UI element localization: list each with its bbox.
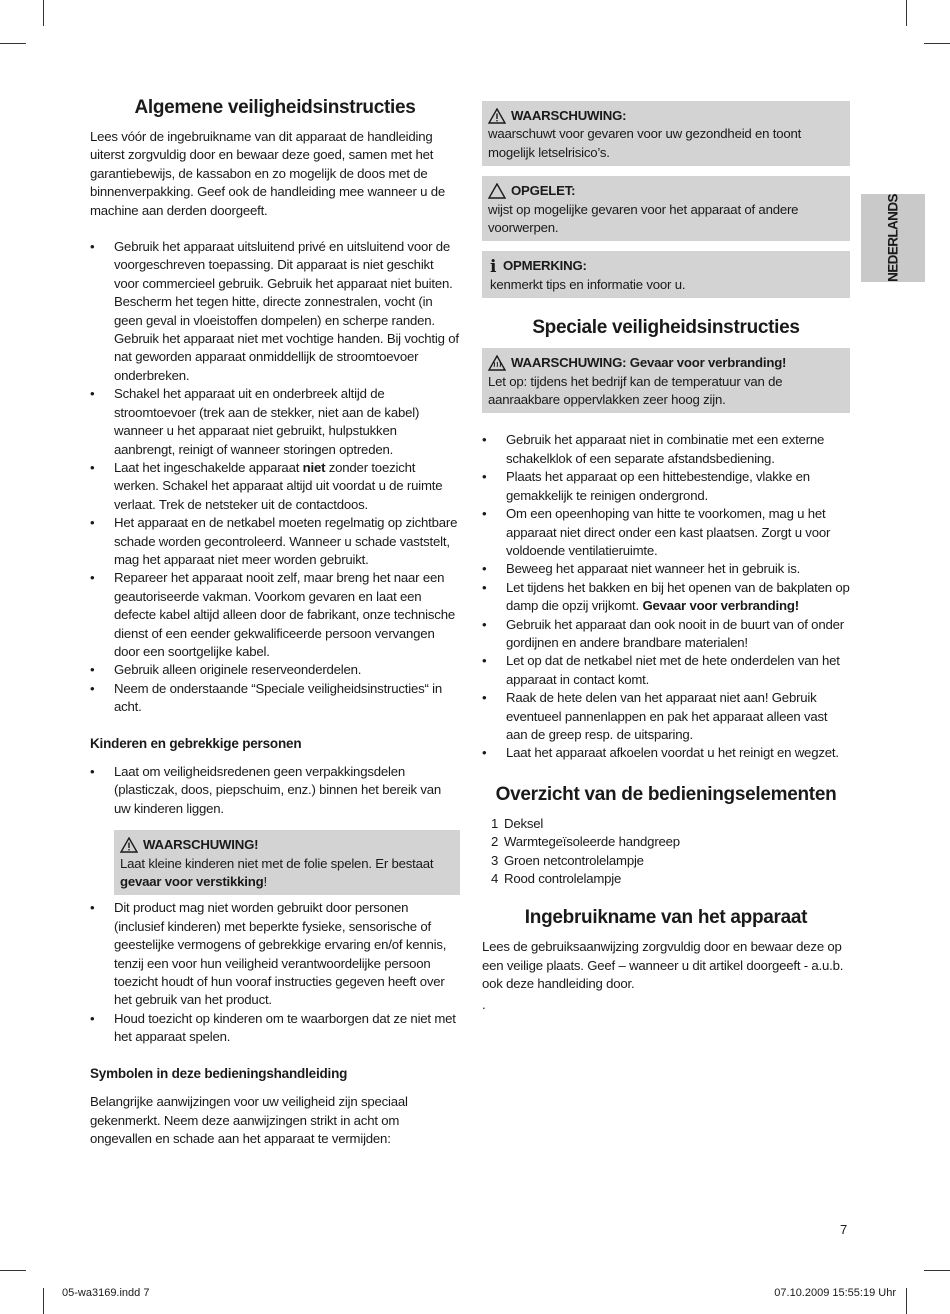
list-item: • Om een opeenhoping van hitte te voorkomen, mag u het apparaat niet direct onder een kast plaatsen. Zorgt u voor voldoende ventilatieruimte. [482,505,850,560]
intro-paragraph: Lees vóór de ingebruikname van dit apparaat de handleiding uiterst zorgvuldig door en bewaar deze goed, samen met het garantiebewijs, de kassabon en zo mogelijk de doos met de binnenverpakking. Geef ook de handleiding mee wanneer u de machine aan derden doorgeeft. [90,129,445,218]
info-icon: i [490,256,497,277]
list-item: • Gebruik het apparaat uitsluitend privé en uitsluitend voor de voorgeschreven toepassing. Dit apparaat is niet geschikt voor commercieel gebruik. Gebruik het apparaat niet buiten. Bescherm het tegen hitte, directe zonnestralen, vocht (in geen geval in vloeistoffen dompelen) en scherpe randen. Gebruik het apparaat niet met vochtige handen. Bij vochtig of nat geworden apparaat onmiddellijk de stroomtoevoer onderbreken. [90,238,460,385]
footer-timestamp: 07.10.2009 15:55:19 Uhr [774,1287,896,1299]
list-item: 2 Warmtegeïsoleerde handgreep [491,834,680,850]
crop-mark [0,1270,26,1271]
warning-text: Let op: tijdens het bedrijf kan de temperatuur van de aanraakbare oppervlakken zeer hoog zijn. [488,373,783,408]
warning-triangle-icon [120,837,138,853]
crop-mark [924,43,950,44]
list-item: • Houd toezicht op kinderen om te waarborgen dat ze niet met het apparaat spelen. [90,1010,460,1047]
list-item: • Neem de onderstaande “Speciale veiligheidsinstructies“ in acht. [90,680,460,717]
caution-triangle-icon [488,183,506,199]
special-safety-title: Speciale veiligheidsinstructies [532,317,800,339]
list-item: 4 Rood controlelampje [491,871,622,886]
symbol-warning-box [482,101,850,166]
list-item: • Dit product mag niet worden gebruikt door personen (inclusief kinderen) met beperkte fysieke, sensorische of geestelijke vermogens of gebrekkige ervaring en/of kennis, tenzij een voor hun veiligheid verantwoordelijke persoon toezicht houdt of hun vooraf instructies gegeven heeft over het gebruik van het product. [90,899,460,1009]
list-item: • Gebruik alleen originele reserveonderdelen. [90,661,460,679]
left-column [90,96,460,1148]
warning-text: waarschuwt voor gevaren voor uw gezondheid en toont mogelijk letselrisico’s. [488,126,802,160]
crop-mark [43,1288,44,1314]
list-item: • Let op dat de netkabel niet met de hete onderdelen van het apparaat in contact komt. [482,652,850,689]
list-item: • Gebruik het apparaat dan ook nooit in de buurt van of onder gordijnen en andere brandbare materialen! [482,616,850,653]
list-item: • Gebruik het apparaat niet in combinatie met een externe schakelklok of een separate afstandsbediening. [482,431,850,468]
general-safety-title: Algemene veiligheidsinstructies [134,97,416,118]
list-item: • Repareer het apparaat nooit zelf, maar breng het naar een geautoriseerde vakman. Voorkom gevaren en laat een defecte kabel altijd alleen door de fabrikant, onze technische dienst of een eender gekwalificeerde persoon vervangen door een soortgelijke kabel. [90,569,460,661]
crop-mark [906,0,907,26]
list-item: 1 Deksel [491,815,544,831]
language-tab [861,194,925,282]
list-item: • Raak de hete delen van het apparaat niet aan! Gebruik eventueel pannenlappen en pak het apparaat alleen vast aan de greep resp. de uitsparing. [482,689,850,744]
list-item: • Het apparaat en de netkabel moeten regelmatig op zichtbare schade worden gecontroleerd. Wanneer u schade vaststelt, mag het apparaat niet meer worden gebruikt. [90,514,460,569]
crop-mark [43,0,44,26]
crop-mark [906,1288,907,1314]
symbols-heading: Symbolen in deze bedieningshandleiding [90,1065,348,1081]
list-item: • Schakel het apparaat uit en onderbreek altijd de stroomtoevoer (trek aan de stekker, niet aan de kabel) wanneer u het apparaat niet gebruikt, hulpstukken aanbrengt, reinigt of wanneer storingen optreden. [90,385,460,459]
note-title: OPMERKING: [503,258,587,274]
kids-warning-box [114,830,460,895]
list-item: • Let tijdens het bakken en bij het openen van de bakplaten op damp die opzij vrijkomt. Gevaar voor verbranding! [482,579,850,616]
list-item: • Laat om veiligheidsredenen geen verpakkingsdelen (plasticzak, doos, piepschuim, enz.) binnen het bereik van uw kinderen liggen. [90,763,460,818]
language-tab-label: NEDERLANDS [885,194,901,282]
list-item: • Laat het ingeschakelde apparaat niet zonder toezicht werken. Schakel het apparaat altijd uit voordat u de ruimte verlaat. Trek de netsteker uit de contactdoos. [90,459,460,514]
warning-title: WAARSCHUWING: [511,108,627,123]
caution-text: wijst op mogelijke gevaren voor het apparaat of andere voorwerpen. [488,201,799,236]
list-item: • Laat het apparaat afkoelen voordat u het reinigt en wegzet. [482,744,850,762]
warning-triangle-icon [488,108,506,124]
symbol-caution-box [482,176,850,241]
trailing-dot: . [482,996,486,1012]
crop-mark [924,1270,950,1271]
startup-title: Ingebruikname van het apparaat [524,907,808,929]
kids-heading: Kinderen en gebrekkige personen [90,735,302,751]
warning-title: WAARSCHUWING: Gevaar voor verbranding! [511,355,787,371]
right-column [482,101,850,1014]
page-number: 7 [840,1222,848,1237]
hot-surface-warning-icon [488,355,506,371]
list-item: • Beweeg het apparaat niet wanneer het in gebruik is. [482,560,850,578]
kids-list [90,763,460,818]
warning-title: WAARSCHUWING! [143,837,259,853]
symbols-paragraph: Belangrijke aanwijzingen voor uw veiligheid zijn speciaal gekenmerkt. Neem deze aanwijzingen strikt in acht om ongevallen en schade aan het apparaat te vermijden: [90,1094,408,1146]
crop-mark [0,43,26,44]
burn-warning-box [482,348,850,413]
special-safety-list [482,431,850,762]
general-safety-list [90,238,460,717]
kids-list-continued [90,899,460,1046]
list-item: 3 Groen netcontrolelampje [491,852,644,868]
symbol-note-box [482,251,850,298]
caution-title: OPGELET: [511,183,576,199]
footer-file: 05-wa3169.indd 7 [62,1287,150,1299]
warning-text: Laat kleine kinderen niet met de folie spelen. Er bestaat gevaar voor verstikking! [120,855,434,890]
note-text: kenmerkt tips en informatie voor u. [490,276,686,292]
overview-list [482,815,850,889]
startup-paragraph: Lees de gebruiksaanwijzing zorgvuldig door en bewaar deze op een veilige plaats. Geef – wanneer u dit artikel doorgeeft - a.u.b. ook deze handleiding door. [482,939,844,992]
overview-title: Overzicht van de bedieningselementen [495,783,837,805]
list-item: • Plaats het apparaat op een hittebestendige, vlakke en gemakkelijk te reinigen ondergrond. [482,468,850,505]
